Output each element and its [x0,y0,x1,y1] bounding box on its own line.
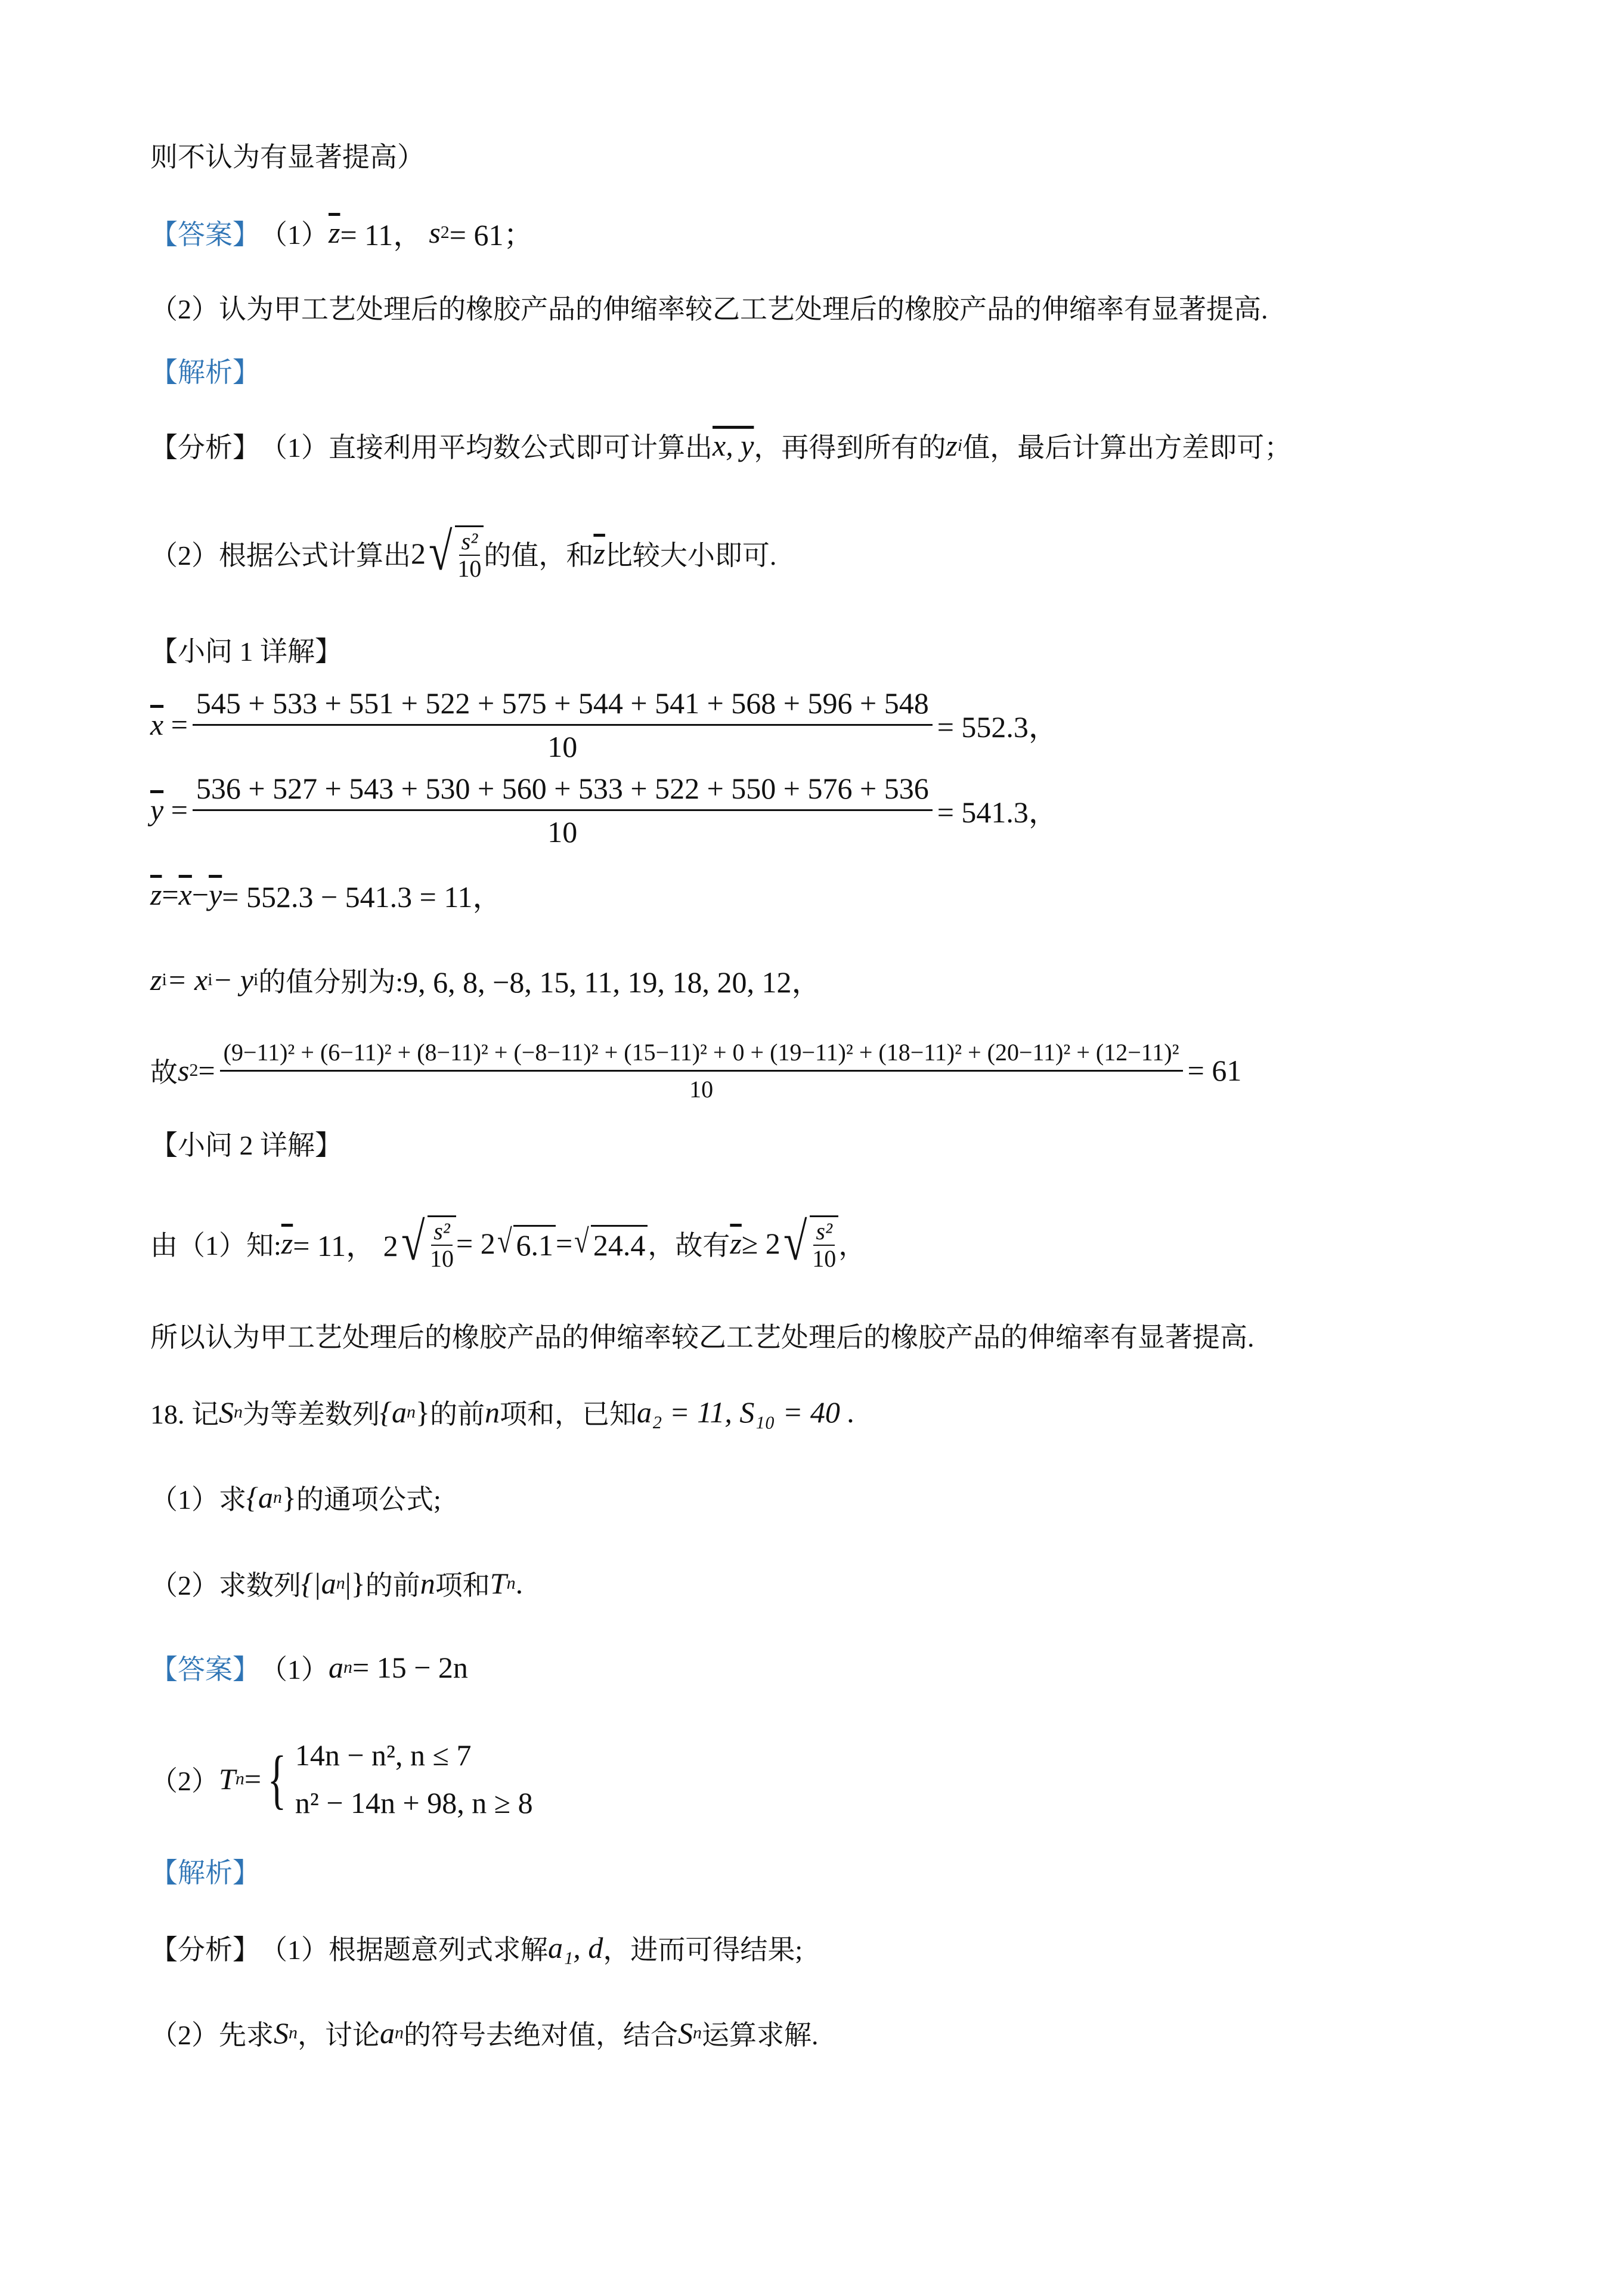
text: （2）求数列 [150,1570,301,1601]
text: ，讨论 [298,2020,380,2050]
ybar-formula: $\overline{y}$ = $\frac{536 + 527 + 543 + 530 + 560 + 533 + 522 + 550 + 576 + 536}{10}$ = 541.3， [150,771,1058,849]
case-2: n² − 14n + 98, n ≥ 8 [295,1786,533,1820]
math: z [150,963,162,997]
text: 的值，和 [484,540,594,571]
math: 2 [411,537,426,570]
question-18 [150,1382,855,1442]
sqrt: √ s² 10 [426,525,484,582]
math: = [198,1054,215,1087]
case-1: 14n − n², n ≤ 7 [295,1738,472,1772]
math: 6.1 [513,1225,556,1263]
math: $\overline{x}$ [150,708,164,741]
text: ，再得到所有的 [754,432,946,463]
math: = 541.3， [937,796,1058,829]
answer-18-part-2 [150,1728,533,1830]
math: n [485,1395,500,1429]
text: （1） [260,1654,329,1685]
sub2-heading [150,1113,342,1173]
text: （1）求 [150,1484,246,1515]
numerator: (9−11)² + (6−11)² + (8−11)² + (−8−11)² + (15−11)² + 0 + (19−11)² + (18−11)² + (20−11)² + (12−11)² [220,1038,1183,1072]
math: i [253,970,259,989]
text: 比较大小即可. [605,540,777,571]
math: n [289,2023,298,2043]
answer-line-1 [150,203,533,262]
heading: 【小问 2 详解】 [150,1130,342,1161]
analysis-tag: 【解析】 [150,357,260,388]
fenxi-line-2 [150,518,776,589]
math: $\overline{y}$ [150,793,164,827]
denominator: 10 [547,729,578,763]
math: 2 [440,222,450,242]
math: n [420,1567,435,1600]
math: $\overline{z}$ [281,1227,293,1260]
math: s [178,1054,190,1087]
math: {|a [301,1567,336,1600]
math: T [490,1567,507,1600]
math: − y [212,963,254,997]
math: |} [345,1567,366,1600]
answer-line-2 [150,277,1268,337]
zbar-formula [150,865,503,924]
text: 的符号去绝对值，结合 [404,2020,678,2050]
math: a [329,1651,343,1684]
text: （2）先求 [150,2020,274,2050]
math: s [429,216,441,249]
math: ≥ 2 [741,1227,780,1260]
analysis-tag: 【解析】 [150,1858,260,1888]
math: = 552.3 − 541.3 = 11， [222,880,503,914]
math: 24.4 [591,1225,648,1263]
math: $\overline{z}$ [150,878,162,911]
math: = 2 [456,1227,495,1260]
text: 则不认为有显著提高） [150,142,425,172]
text: ，故有 [648,1230,730,1261]
math: i [207,970,213,989]
fenxi-tag: 【分析】 [150,1935,260,1965]
analysis-heading [150,341,260,400]
answer-tag: 【答案】 [150,219,260,250]
text: 为等差数列 [243,1399,380,1429]
math: n [506,1573,516,1593]
math: {a [380,1395,407,1429]
math: $\overline{z}$ [329,216,340,249]
denominator: 10 [689,1075,714,1103]
text: （1） [260,219,329,250]
question-18-part-2 [150,1554,523,1613]
math: z [946,429,958,462]
text: （2）认为甲工艺处理后的橡胶产品的伸缩率较乙工艺处理后的橡胶产品的伸缩率有显著提高. [150,294,1268,324]
math: 2 [189,1060,199,1080]
math: S [219,1395,234,1429]
denominator: 10 [547,815,578,849]
math: } [282,1481,296,1514]
numerator: 536 + 527 + 543 + 530 + 560 + 533 + 522 + 550 + 576 + 536 [193,771,933,811]
math: x, y [713,429,754,462]
text: 的通项公式; [296,1484,441,1515]
text: 项和 [435,1570,490,1601]
math: = 61 [1187,1054,1242,1087]
math: s² [459,528,481,556]
text: 故 [150,1057,178,1088]
sub2-formula: 由（1）知: $\overline{z}$ = 11， 2 √ s² 10 = 2 √ 6.1 = √ 24.4 ，故有 $\overline{z}$ ≥ 2 √ s² 10 ， [150,1212,866,1272]
left-brace: { [267,1743,287,1815]
text: 的前 [365,1570,420,1601]
math: n [395,2023,404,2043]
text: （2）根据公式计算出 [150,540,411,571]
math: 9, 6, 8, −8, 15, 11, 19, 18, 20, 12， [403,966,822,999]
fenxi-18-line-2 [150,2003,819,2063]
math: = [555,1227,573,1260]
variance-formula [150,1029,1241,1112]
sub1-heading [150,620,342,679]
math: n [273,1487,282,1507]
answer-18-part-1 [150,1638,468,1697]
answer-tag: 【答案】 [150,1654,260,1685]
analysis-heading-18 [150,1841,260,1901]
math: = x [166,963,208,997]
math: = [244,1762,262,1796]
text: 项和，已知 [500,1399,637,1429]
text: 运算求解. [702,2020,819,2050]
text: 所以认为甲工艺处理后的橡胶产品的伸缩率较乙工艺处理后的橡胶产品的伸缩率有显著提高. [150,1322,1255,1353]
math: n [336,1573,345,1593]
fenxi-18-line-1 [150,1918,803,1978]
text: ， [838,1230,866,1261]
math: = 61； [449,218,534,252]
math: 10 [457,555,482,582]
math: − [191,878,209,911]
math: n [343,1657,352,1677]
text-line [150,125,425,185]
numerator: 545 + 533 + 551 + 522 + 575 + 544 + 541 + 568 + 596 + 548 [193,686,933,726]
math: $\overline{z}$ [730,1227,742,1260]
math: a₁, d [548,1931,603,1964]
math: = 11， 2 [293,1229,398,1263]
fenxi-line-1 [150,416,1291,475]
text: 由（1）知: [150,1230,281,1261]
math: . [515,1567,524,1600]
math: S [678,2016,693,2050]
math: i [162,970,167,989]
math: 10 [430,1245,454,1272]
text: 的前 [430,1399,485,1429]
math: } [416,1395,430,1429]
math: $\overline{x}$ [178,878,192,911]
math: $\overline{y}$ [209,878,222,911]
conclusion [150,1305,1255,1365]
math: = 552.3， [937,710,1058,744]
math: a [380,2016,395,2050]
math: = [162,878,179,911]
math: n [235,1769,244,1788]
xbar-formula: $\overline{x}$ = $\frac{545 + 533 + 551 + 522 + 575 + 544 + 541 + 568 + 596 + 548}{10}$ = 552.3， [150,686,1058,763]
math: s² [431,1218,453,1246]
math: n [407,1402,416,1422]
text: ，进而可得结果; [603,1935,803,1965]
text: 18. 记 [150,1399,219,1429]
math: i [957,435,963,455]
question-18-part-1 [150,1468,441,1527]
zi-values [150,950,822,1010]
text: （1）根据题意列式求解 [260,1935,548,1965]
text: 的值分别为: [258,967,404,997]
math: n [693,2023,702,2043]
text: 值，最后计算出方差即可； [962,432,1292,463]
math: a₂ = 11, S₁₀ = 40 . [637,1395,855,1429]
math: = 11， [340,218,423,252]
text: （2） [150,1766,219,1796]
math: n [234,1402,243,1422]
math: S [274,2016,289,2050]
fenxi-tag: 【分析】 [150,432,260,463]
heading: 【小问 1 详解】 [150,636,342,667]
math: $\overline{z}$ [593,537,605,570]
text: （1）直接利用平均数公式即可计算出 [260,432,713,463]
math: {a [246,1481,273,1514]
math: = 15 − 2n [352,1651,468,1684]
math: T [219,1762,236,1796]
